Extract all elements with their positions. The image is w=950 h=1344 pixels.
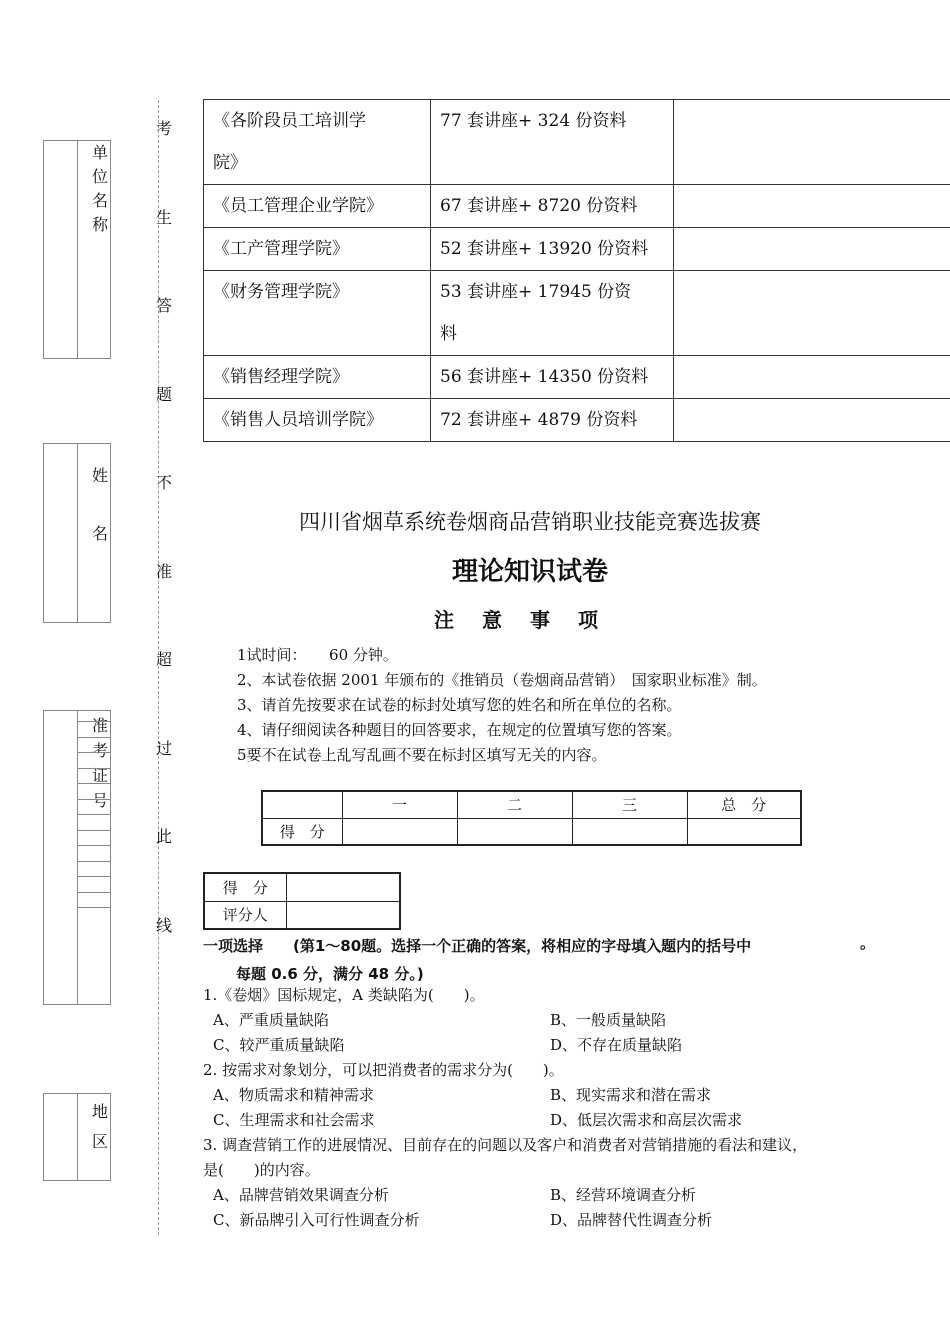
score-row-label: 得 分: [262, 818, 342, 845]
course-blank: [674, 399, 950, 442]
option-3d[interactable]: D、品牌替代性调查分析: [550, 1211, 713, 1229]
option-3c[interactable]: C、新品牌引入可行性调查分析: [213, 1211, 420, 1229]
notice-item: 3、请首先按要求在试卷的标封处填写您的姓名和所在单位的名称。: [237, 696, 682, 714]
course-row: [204, 228, 950, 271]
option-2b[interactable]: B、现实需求和潜在需求: [550, 1086, 712, 1104]
ticket-number-line: [77, 861, 111, 862]
cut-line-char: 此: [156, 827, 173, 846]
notice-heading: 注意事项: [434, 608, 626, 632]
grader-name-cell[interactable]: [286, 901, 400, 929]
score-table: [261, 790, 802, 846]
section-heading: 一项选择 (第1～80题。选择一个正确的答案，将相应的字母填入题内的括号中 每题 0.6 分，满分 48 分。): [203, 937, 752, 983]
score-cell[interactable]: [687, 818, 801, 845]
option-1c[interactable]: C、较严重质量缺陷: [213, 1036, 345, 1054]
course-detail: 67 套讲座+ 8720 份资料: [431, 185, 674, 228]
ticket-number-line: [77, 892, 111, 893]
course-detail: 56 套讲座+ 14350 份资料: [431, 356, 674, 399]
cut-line-char: 考: [156, 119, 173, 138]
course-detail: 53 套讲座+ 17945 份资 料: [431, 271, 674, 356]
score-header-part2: 二: [457, 791, 572, 818]
notice-item: 1试时间： 60 分钟。: [237, 646, 398, 664]
ticket-number-line: [77, 752, 111, 753]
course-row: [204, 399, 950, 442]
ticket-number-box[interactable]: [43, 710, 111, 1005]
grader-score-label: 得 分: [204, 873, 286, 901]
course-name: 《销售经理学院》: [204, 356, 431, 399]
cut-line-char: 过: [156, 738, 173, 758]
course-blank: [674, 228, 950, 271]
option-3a[interactable]: A、品牌营销效果调查分析: [213, 1186, 389, 1204]
notice-item: 5要不在试卷上乱写乱画不要在标封区填写无关的内容。: [237, 746, 607, 764]
ticket-number-line: [77, 721, 111, 722]
option-2d[interactable]: D、低层次需求和高层次需求: [550, 1111, 743, 1129]
unit-name-label: 单 位 名 称: [91, 143, 108, 234]
cut-line-char: 生: [156, 207, 173, 227]
ticket-number-line: [77, 783, 111, 784]
course-name: 《各阶段员工培训学 院》: [204, 100, 431, 185]
course-detail: 77 套讲座+ 324 份资料: [431, 100, 674, 185]
option-1a[interactable]: A、严重质量缺陷: [213, 1011, 329, 1029]
score-header-part3: 三: [572, 791, 687, 818]
question-3: 3. 调查营销工作的进展情况、目前存在的问题以及客户和消费者对营销措施的看法和建议，: [203, 1136, 808, 1154]
course-row: [204, 271, 950, 356]
course-name: 《工产管理学院》: [204, 228, 431, 271]
option-3b[interactable]: B、经营环境调查分析: [550, 1186, 697, 1204]
cut-line-char: 超: [156, 650, 173, 669]
ticket-number-line: [77, 737, 111, 738]
unit-name-box[interactable]: [43, 140, 111, 359]
cut-line-char: 准: [156, 561, 173, 581]
score-header-blank: [262, 791, 342, 818]
exam-title: 四川省烟草系统卷烟商品营销职业技能竞赛选拔赛: [299, 510, 761, 534]
course-name: 《销售人员培训学院》: [204, 399, 431, 442]
ticket-number-line: [77, 830, 111, 831]
cut-line-char: 题: [156, 384, 173, 404]
question-3-cont: 是( )的内容。: [203, 1161, 320, 1179]
ticket-number-line: [77, 814, 111, 815]
ticket-number-line: [77, 768, 111, 769]
course-blank: [674, 356, 950, 399]
section-heading-end: 。: [860, 934, 876, 952]
cut-line-char: 不: [156, 473, 173, 492]
notice-item: 4、请仔细阅读各种题目的回答要求，在规定的位置填写您的答案。: [237, 721, 682, 739]
notice-list: [237, 643, 767, 768]
area-box[interactable]: [43, 1093, 111, 1181]
course-name: 《员工管理企业学院》: [204, 185, 431, 228]
area-label: 地 区: [91, 1102, 108, 1151]
course-blank: [674, 100, 950, 185]
score-header-part1: 一: [342, 791, 457, 818]
course-blank: [674, 185, 950, 228]
ticket-number-line: [77, 876, 111, 877]
course-detail: 52 套讲座+ 13920 份资料: [431, 228, 674, 271]
notice-item: 2、本试卷依据 2001 年颁布的《推销员（卷烟商品营销） 国家职业标准》制。: [237, 671, 767, 689]
exam-subtitle: 理论知识试卷: [451, 557, 608, 587]
option-1b[interactable]: B、一般质量缺陷: [550, 1011, 667, 1029]
course-blank: [674, 271, 950, 356]
grader-score-cell[interactable]: [286, 873, 400, 901]
question-2: 2. 按需求对象划分，可以把消费者的需求分为( )。: [203, 1061, 564, 1079]
option-1d[interactable]: D、不存在质量缺陷: [550, 1036, 683, 1054]
grader-name-label: 评分人: [204, 901, 286, 929]
course-row: [204, 185, 950, 228]
course-name: 《财务管理学院》: [204, 271, 431, 356]
course-table: [203, 99, 950, 442]
cut-line-char: 答: [156, 296, 173, 315]
ticket-number-line: [77, 845, 111, 846]
ticket-number-line: [77, 907, 111, 908]
course-detail: 72 套讲座+ 4879 份资料: [431, 399, 674, 442]
score-header-total: 总 分: [687, 791, 801, 818]
option-2a[interactable]: A、物质需求和精神需求: [213, 1086, 374, 1104]
ticket-number-label: 准 考 证 号: [91, 716, 108, 810]
cut-line-char: 线: [156, 915, 173, 935]
ticket-number-line: [77, 799, 111, 800]
score-cell[interactable]: [342, 818, 457, 845]
name-label: 姓 名: [91, 466, 108, 543]
score-cell[interactable]: [572, 818, 687, 845]
course-row: [204, 100, 950, 185]
course-row: [204, 356, 950, 399]
grader-table: [203, 872, 401, 930]
score-cell[interactable]: [457, 818, 572, 845]
question-1: 1.《卷烟》国标规定，A 类缺陷为( )。: [203, 986, 485, 1004]
option-2c[interactable]: C、生理需求和社会需求: [213, 1111, 375, 1129]
